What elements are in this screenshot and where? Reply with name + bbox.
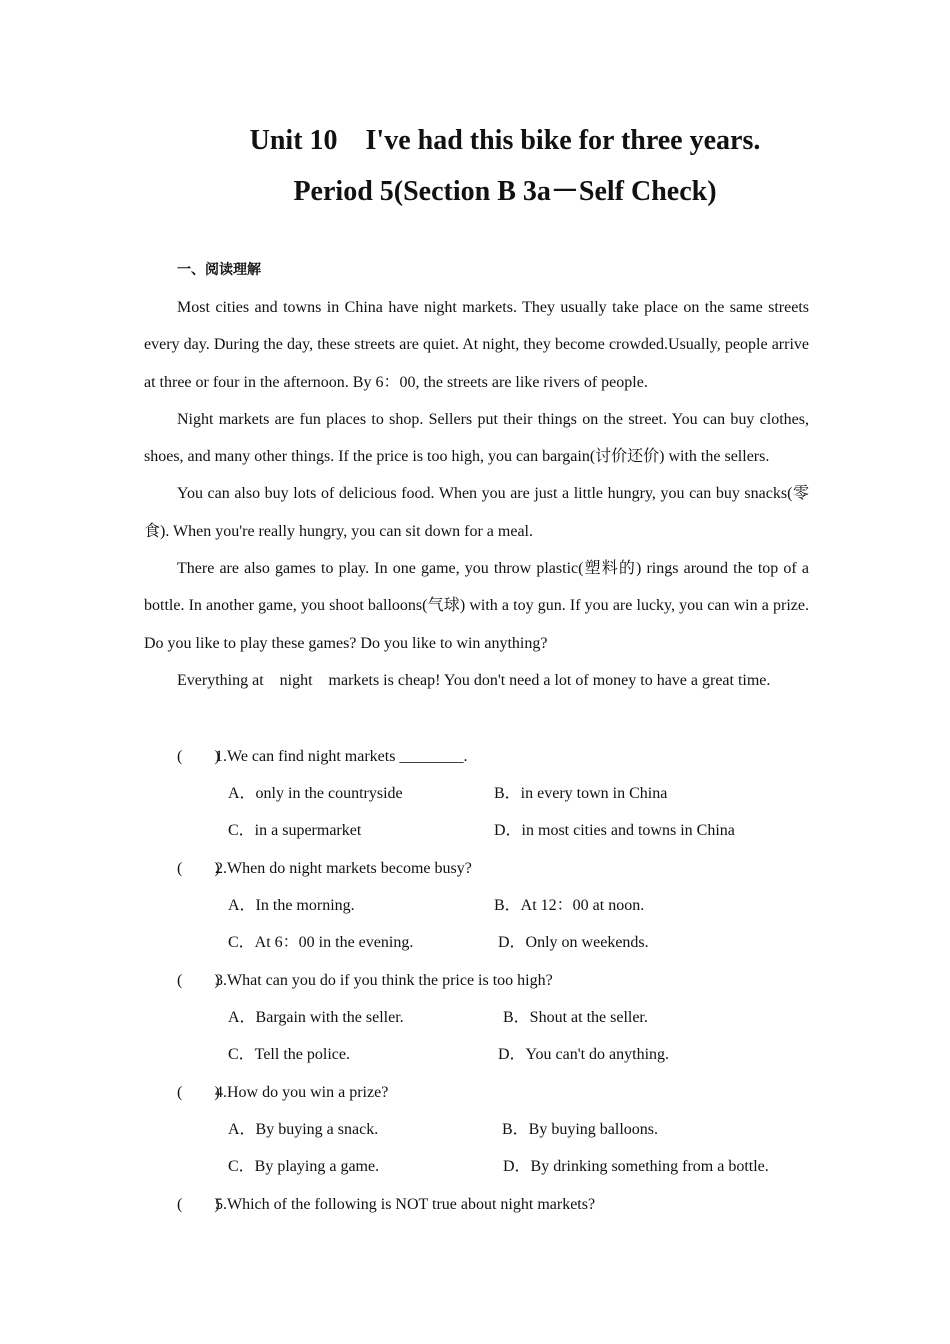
option-d: D．By drinking something from a bottle.: [503, 1158, 769, 1175]
question-3: [177, 971, 553, 991]
option-b: B．in every town in China: [494, 785, 668, 802]
answer-blank: ( ): [177, 748, 220, 765]
option-d: D．You can't do anything.: [498, 1046, 670, 1063]
question-4: [177, 1083, 388, 1103]
answer-blank: ( ): [177, 1196, 220, 1213]
question-1: [177, 747, 467, 767]
option-b: B．At 12：00 at noon.: [494, 897, 645, 914]
option-c: C．in a supermarket: [228, 822, 362, 839]
option-a: A．In the morning.: [228, 897, 355, 914]
question-stem: 2.When do night markets become busy?: [215, 860, 472, 877]
unit-title: Unit 10 I've had this bike for three years.: [249, 125, 761, 156]
option-b: B．Shout at the seller.: [503, 1009, 648, 1026]
option-a: A．only in the countryside: [228, 785, 403, 802]
answer-blank: ( ): [177, 972, 220, 989]
option-a: A．Bargain with the seller.: [228, 1009, 404, 1026]
option-d: D．Only on weekends.: [498, 934, 649, 951]
passage-paragraph: You can also buy lots of delicious food. When you are just a little hungry, you can buy snacks(零食). When you're really hungry, you can sit down for a meal.: [144, 485, 809, 540]
option-c: C．By playing a game.: [228, 1158, 380, 1175]
section-heading: 一、阅读理解: [177, 262, 261, 278]
passage-paragraph: Night markets are fun places to shop. Sellers put their things on the street. You can buy clothes, shoes, and many other things. If the price is too high, you can bargain(讨价还价) with the sellers.: [144, 410, 809, 466]
question-5: [177, 1195, 595, 1215]
option-a: A．By buying a snack.: [228, 1121, 379, 1138]
passage-paragraph: There are also games to play. In one game, you throw plastic(塑料的) rings around the top of a bottle. In another game, you shoot balloons(气球) with a toy gun. If you are lucky, you can win a prize. Do you like to play these games? Do you like to win anything?: [144, 560, 809, 652]
answer-blank: ( ): [177, 860, 220, 877]
question-stem: 4.How do you win a prize?: [215, 1084, 389, 1101]
option-b: B．By buying balloons.: [502, 1121, 659, 1138]
reading-passage: [144, 289, 809, 699]
option-c: C．Tell the police.: [228, 1046, 350, 1063]
option-d: D．in most cities and towns in China: [494, 822, 735, 839]
passage-paragraph: Most cities and towns in China have night markets. They usually take place on the same streets every day. During the day, these streets are quiet. At night, they become crowded.Usually, people arrive at three or four in the afternoon. By 6：00, the streets are like rivers of people.: [144, 299, 809, 391]
question-stem: 5.Which of the following is NOT true about night markets?: [215, 1196, 596, 1213]
period-title: Period 5(Section B 3a－Self Check): [293, 176, 717, 207]
question-stem: 3.What can you do if you think the price is too high?: [215, 972, 553, 989]
answer-blank: ( ): [177, 1084, 220, 1101]
option-c: C．At 6：00 in the evening.: [228, 934, 414, 951]
passage-paragraph: Everything at night markets is cheap! You don't need a lot of money to have a great time.: [177, 671, 771, 689]
question-2: [177, 859, 472, 879]
question-stem: 1.We can find night markets ________.: [215, 748, 468, 765]
